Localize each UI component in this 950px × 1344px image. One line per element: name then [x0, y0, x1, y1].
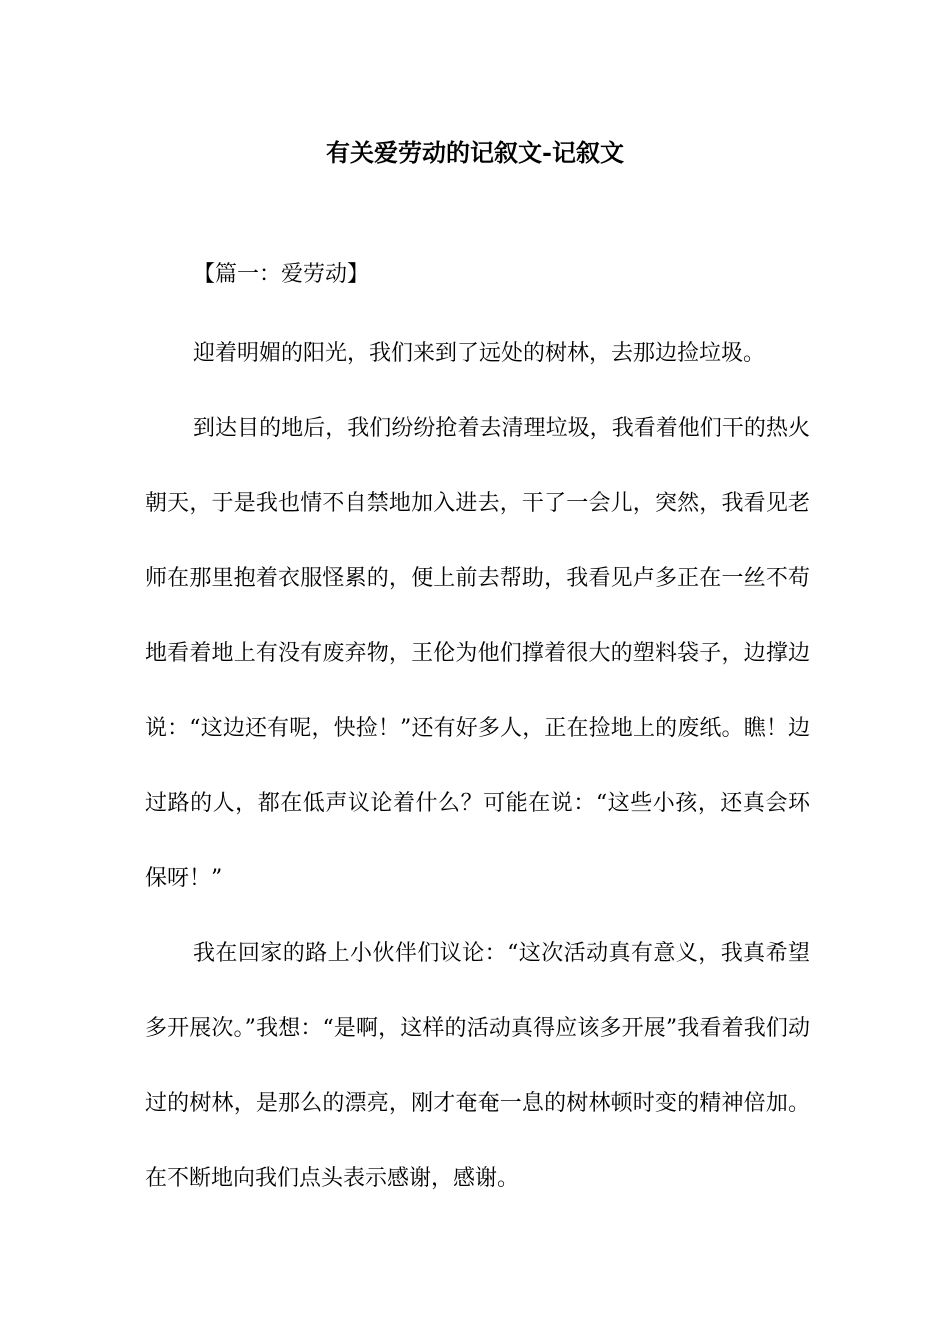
paragraph-1: 迎着明媚的阳光，我们来到了远处的树林，去那边捡垃圾。	[193, 341, 766, 366]
document-title: 有关爱劳动的记叙文-记叙文	[326, 138, 624, 167]
paragraph-3: 我在回家的路上小伙伴们议论：“这次活动真有意义，我真希望多开展次。”我想：“是啊，这样的活动真得应该多开展”我看着我们动过的树林，是那么的漂亮，刚才奄奄一息的树林顿时变的精神倍加。在不断地向我们点头表示感谢，感谢。	[145, 941, 810, 1191]
section-heading: 【篇一：爱劳动】	[193, 262, 370, 287]
paragraph-2: 到达目的地后，我们纷纷抢着去清理垃圾，我看着他们干的热火朝天，于是我也情不自禁地加入进去，干了一会儿，突然，我看见老师在那里抱着衣服怪累的，便上前去帮助，我看见卢多正在一丝不苟地看着地上有没有废弃物，王伦为他们撑着很大的塑料袋子，边撑边说：“这边还有呢，快捡！”还有好多人，正在捡地上的废纸。瞧！边过路的人，都在低声议论着什么？可能在说：“这些小孩，还真会环保呀！”	[145, 416, 810, 891]
